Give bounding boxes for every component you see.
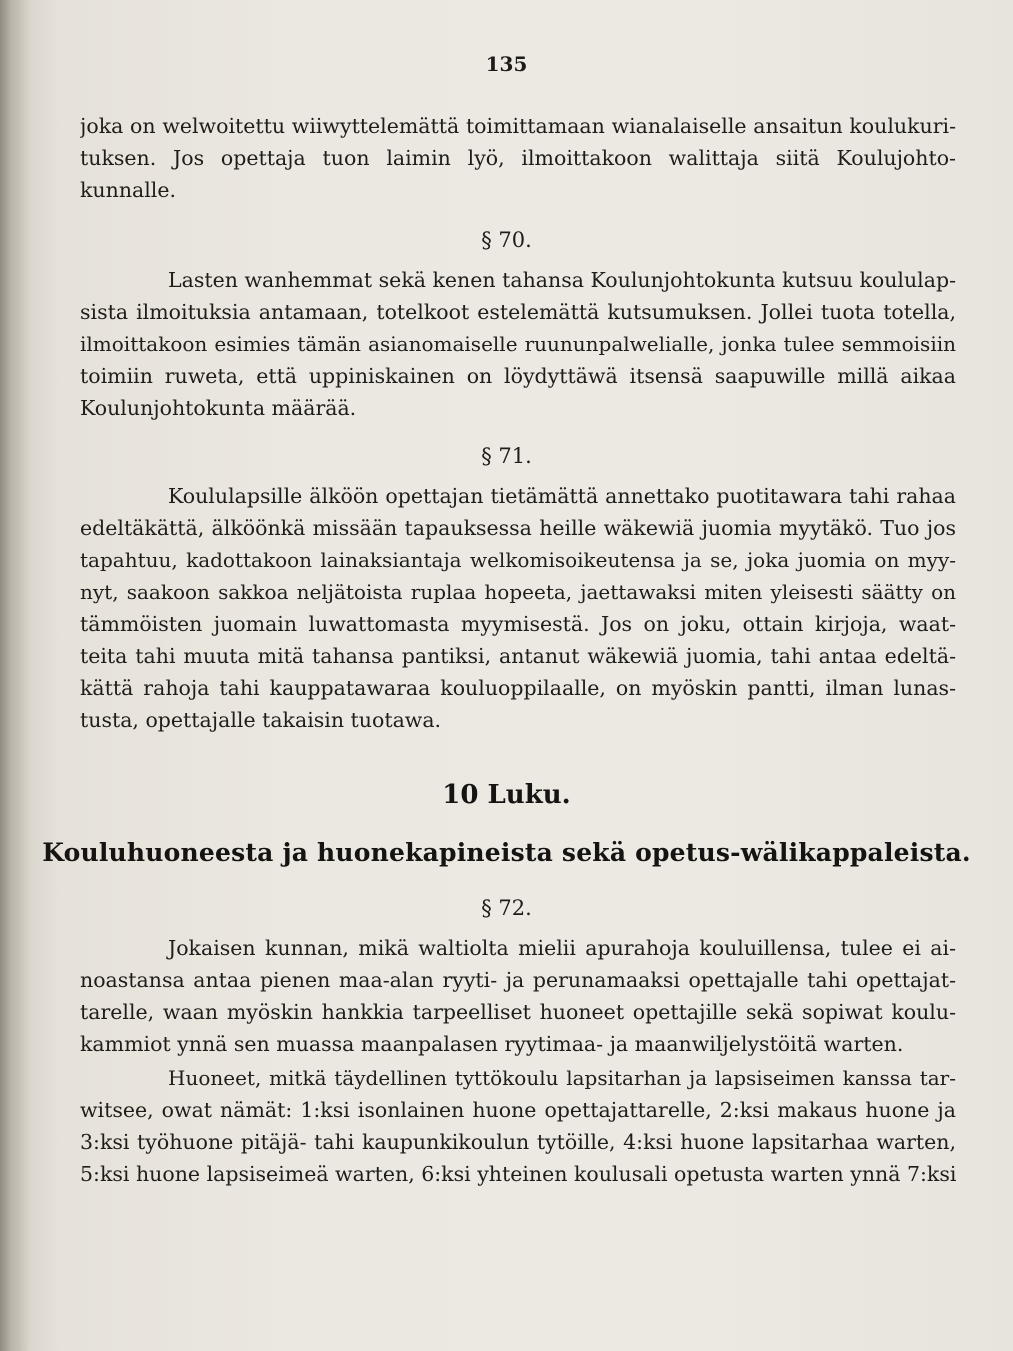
text-line: kammiot ynnä sen muassa maanpalasen ryytimaa- ja maanwiljelystöitä warten.	[80, 1032, 904, 1056]
paragraph-section-72	[80, 932, 956, 1060]
section-heading-70: § 70.	[481, 228, 532, 252]
text-line: 3:ksi työhuone pitäjä- tahi kaupunkikoulun tytöille, 4:ksi huone lapsitarhaa warten,	[80, 1130, 956, 1154]
text-line: Jokaisen kunnan, mikä waltiolta mielii apurahoja kouluillensa, tulee ei ai-	[168, 936, 956, 960]
paragraph-rooms	[80, 1062, 956, 1190]
text-line: noastansa antaa pienen maa-alan ryyti- ja perunamaaksi opettajalle tahi opettajat-	[80, 968, 956, 992]
text-line: sista ilmoituksia antamaan, totelkoot estelemättä kutsumuksen. Jollei tuota totella,	[80, 300, 956, 324]
text-line: kunnalle.	[80, 178, 177, 202]
text-line: Huoneet, mitkä täydellinen tyttökoulu lapsitarhan ja lapsiseimen kanssa tar-	[168, 1066, 956, 1090]
text-line: joka on welwoitettu wiiwyttelemättä toimittamaan wianalaiselle ansaitun koulukuri-	[80, 114, 956, 138]
page-number: 135	[485, 52, 528, 76]
paragraph-section-70	[80, 264, 956, 424]
text-line: Lasten wanhemmat sekä kenen tahansa Koulunjohtokunta kutsuu koululap-	[168, 268, 956, 292]
text-line: nyt, saakoon sakkoa neljätoista ruplaa hopeeta, jaettawaksi miten yleisesti säätty on	[80, 580, 956, 604]
book-gutter-shadow	[0, 0, 30, 1351]
text-line: edeltäkättä, älköönkä missään tapauksessa heille wäkewiä juomia myytäkö. Tuo jos	[80, 516, 956, 540]
text-line: ilmoittakoon esimies tämän asianomaiselle ruununpalwelialle, jonka tulee semmoisiin	[80, 332, 956, 356]
text-line: tusta, opettajalle takaisin tuotawa.	[80, 708, 442, 732]
section-heading-71: § 71.	[481, 444, 532, 468]
text-line: witsee, owat nämät: 1:ksi isonlainen huone opettajattarelle, 2:ksi makaus huone ja	[80, 1098, 956, 1122]
text-line: toimiin ruweta, että uppiniskainen on löydyttäwä itsensä saapuwille millä aikaa	[80, 364, 956, 388]
text-line: Koululapsille älköön opettajan tietämättä annettako puotitawara tahi rahaa	[168, 484, 956, 508]
text-line: kättä rahoja tahi kauppatawaraa kouluoppilaalle, on myöskin pantti, ilman lunas-	[80, 676, 956, 700]
paragraph-continuation	[80, 110, 956, 206]
chapter-heading: 10 Luku.	[442, 780, 571, 810]
text-line: tuksen. Jos opettaja tuon laimin lyö, ilmoittakoon walittaja siitä Koulujohto-	[80, 146, 956, 170]
text-line: teita tahi muuta mitä tahansa pantiksi, antanut wäkewiä juomia, tahi antaa edeltä-	[80, 644, 956, 668]
chapter-title: Kouluhuoneesta ja huonekapineista sekä opetus-wälikappaleista.	[42, 838, 971, 867]
text-line: tapahtuu, kadottakoon lainaksiantaja welkomisoikeutensa ja se, joka juomia on myy-	[80, 548, 956, 572]
text-line: tämmöisten juomain luwattomasta myymisestä. Jos on joku, ottain kirjoja, waat-	[80, 612, 956, 636]
section-heading-72: § 72.	[481, 896, 532, 920]
text-line: tarelle, waan myöskin hankkia tarpeelliset huoneet opettajille sekä sopiwat koulu-	[80, 1000, 956, 1024]
text-line: Koulunjohtokunta määrää.	[80, 396, 357, 420]
paragraph-section-71	[80, 480, 956, 736]
text-line: 5:ksi huone lapsiseimeä warten, 6:ksi yhteinen koulusali opetusta warten ynnä 7:ksi	[80, 1162, 956, 1186]
